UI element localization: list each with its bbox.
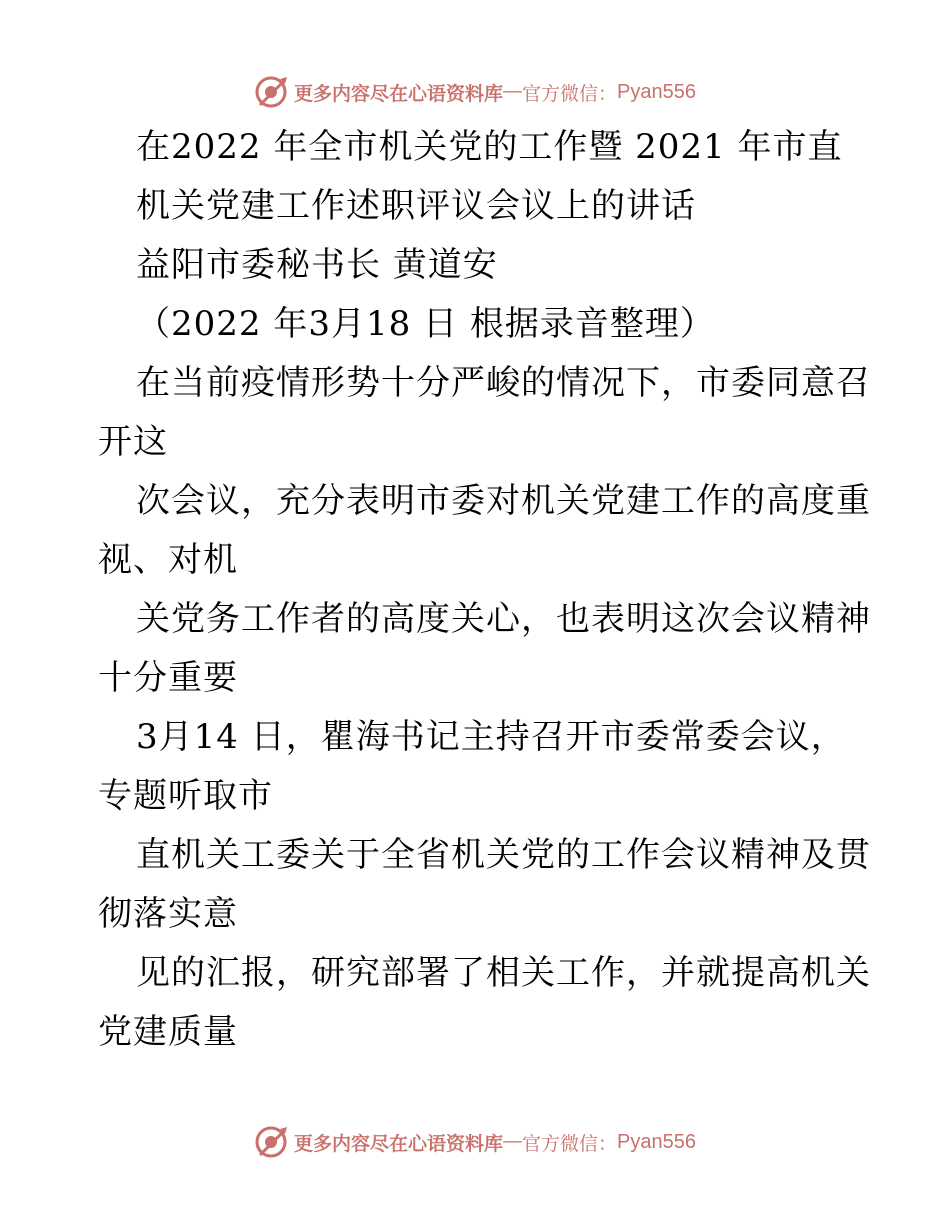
quill-seal-icon	[254, 1125, 290, 1159]
paragraph-line: 视、对机	[98, 540, 238, 580]
paragraph-line: 党建质量	[98, 1012, 238, 1052]
paragraph-line: 直机关工委关于全省机关党的工作会议精神及贯	[136, 835, 871, 875]
watermark-header	[0, 72, 950, 112]
title-line-2: 机关党建工作述职评议会议上的讲话	[136, 186, 696, 226]
speaker-line: 益阳市委秘书长 黄道安	[136, 245, 498, 285]
paragraph-line: 在当前疫情形势十分严峻的情况下，市委同意召	[136, 363, 871, 403]
paragraph-line: 3月14 日，瞿海书记主持召开市委常委会议，	[136, 717, 846, 757]
quill-seal-icon	[254, 75, 290, 109]
watermark-footer	[0, 1122, 950, 1162]
paragraph-line: 见的汇报，研究部署了相关工作，并就提高机关	[136, 953, 871, 993]
watermark-text: 更多内容尽在心语资料库	[294, 82, 504, 105]
watermark-separator: —	[503, 81, 523, 102]
watermark-wechat-id: Pyan556	[617, 1130, 696, 1153]
paragraph-line: 开这	[98, 422, 168, 462]
title-line-1: 在2022 年全市机关党的工作暨 2021 年市直	[136, 127, 843, 167]
date-note-line: （2022 年3月18 日 根据录音整理）	[136, 304, 715, 344]
paragraph-line: 次会议，充分表明市委对机关党建工作的高度重	[136, 481, 871, 521]
paragraph-line: 关党务工作者的高度关心，也表明这次会议精神	[136, 599, 871, 639]
document-body	[98, 118, 871, 1062]
paragraph-line: 彻落实意	[98, 894, 238, 934]
watermark-wechat-label: 官方微信：	[522, 1132, 618, 1155]
paragraph-line: 专题听取市	[98, 776, 273, 816]
watermark-wechat-id: Pyan556	[617, 80, 696, 103]
watermark-text: 更多内容尽在心语资料库	[294, 1132, 504, 1155]
watermark-separator: —	[503, 1131, 523, 1152]
paragraph-line: 十分重要	[98, 658, 238, 698]
watermark-wechat-label: 官方微信：	[522, 82, 618, 105]
